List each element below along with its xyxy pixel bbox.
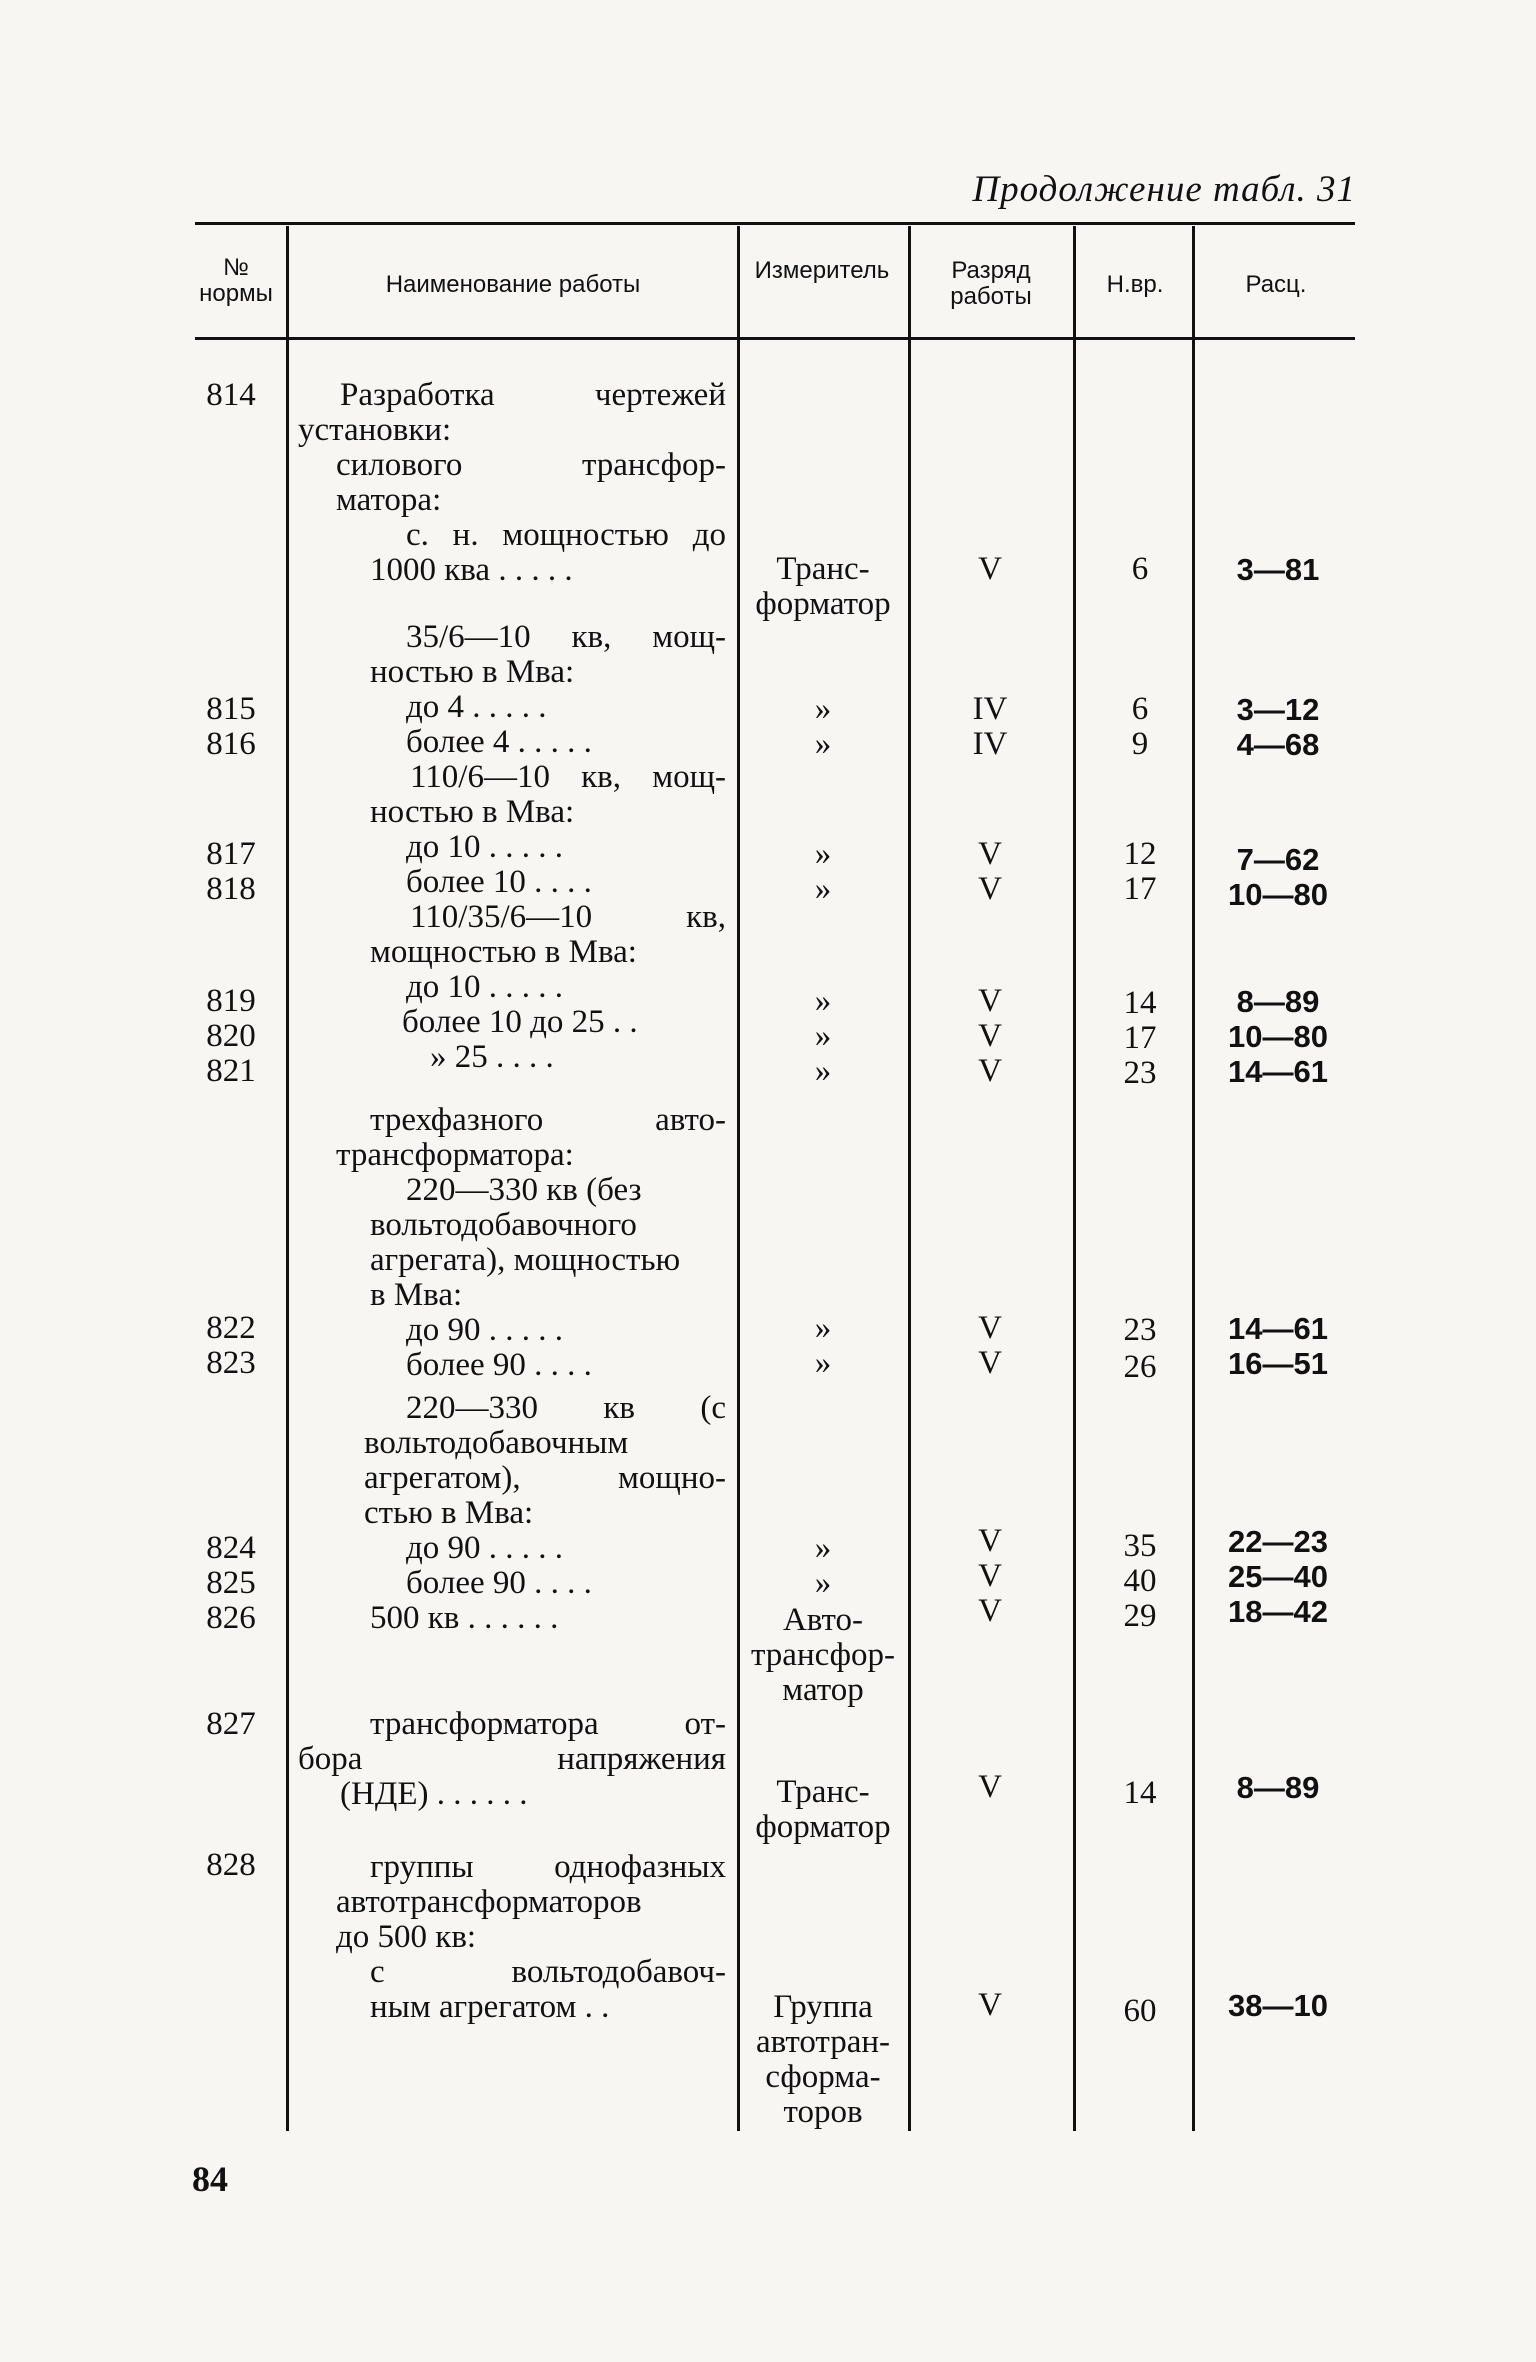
row-measure: » xyxy=(814,1530,832,1566)
row-number: 817 xyxy=(206,836,256,872)
work-line: трехфазного авто- xyxy=(370,1102,726,1138)
row-number: 822 xyxy=(206,1310,256,1346)
row-hours: 60 xyxy=(1123,1993,1157,2029)
work-line: ным агрегатом . . xyxy=(370,1989,610,2025)
row-hours: 6 xyxy=(1131,691,1149,727)
work-line: » 25 . . . . xyxy=(430,1039,554,1075)
work-description xyxy=(298,1103,726,1383)
row-hours: 35 xyxy=(1123,1528,1157,1564)
row-number: 823 xyxy=(206,1345,256,1381)
header-name: Наименование работы xyxy=(385,271,641,298)
work-line: 110/6—10 кв, мощ- xyxy=(410,759,726,795)
work-line: с. н. мощностью до xyxy=(406,517,726,553)
row-number: 828 xyxy=(206,1847,256,1883)
row-category: V xyxy=(978,1593,1002,1629)
work-line: более 10 . . . . xyxy=(406,864,592,900)
row-measure: » xyxy=(814,1345,832,1381)
row-rate: 3—81 xyxy=(1236,552,1320,587)
row-rate: 18—42 xyxy=(1228,1594,1328,1629)
row-hours: 14 xyxy=(1123,985,1157,1021)
work-line: агрегата), мощностью xyxy=(370,1242,681,1278)
row-category: V xyxy=(978,551,1002,587)
row-hours: 23 xyxy=(1123,1312,1157,1348)
row-category: V xyxy=(978,836,1002,872)
work-line: агрегатом), мощно- xyxy=(364,1460,726,1496)
work-line: до 90 . . . . . xyxy=(406,1530,564,1566)
work-line: до 4 . . . . . xyxy=(406,689,547,725)
row-category: V xyxy=(978,1053,1002,1089)
work-line: более 90 . . . . xyxy=(406,1347,592,1383)
work-description xyxy=(298,620,726,1075)
work-line: 220—330 кв (с xyxy=(406,1390,726,1426)
header-hours: Н.вр. xyxy=(1106,271,1164,298)
work-line: вольтодобавочным xyxy=(364,1425,629,1461)
header-num: № нормы xyxy=(199,254,273,307)
row-category: V xyxy=(978,1345,1002,1381)
row-hours: 17 xyxy=(1123,871,1157,907)
header-rate: Расц. xyxy=(1245,271,1307,298)
row-category: V xyxy=(978,1987,1002,2023)
row-rate: 8—89 xyxy=(1236,1770,1320,1805)
work-line: трансформатора: xyxy=(336,1137,574,1173)
work-line: до 500 кв: xyxy=(336,1919,477,1955)
work-line: 220—330 кв (без xyxy=(406,1172,642,1208)
work-line: матора: xyxy=(336,482,442,518)
work-description xyxy=(298,1391,726,1636)
work-line: более 10 до 25 . . xyxy=(402,1004,638,1040)
work-line: трансформатора от- xyxy=(370,1706,726,1742)
row-number: 815 xyxy=(206,691,256,727)
row-rate: 16—51 xyxy=(1228,1346,1328,1381)
row-rate: 22—23 xyxy=(1228,1524,1328,1559)
work-line: автотрансформаторов xyxy=(336,1884,642,1920)
row-measure: Транс-форматор xyxy=(755,1774,891,1845)
column-divider xyxy=(737,226,740,2131)
work-line: более 90 . . . . xyxy=(406,1565,592,1601)
row-category: V xyxy=(978,1558,1002,1594)
work-line: до 10 . . . . . xyxy=(406,829,564,865)
row-measure: » xyxy=(814,983,832,1019)
work-line: (НДЕ) . . . . . . xyxy=(340,1776,528,1812)
row-hours: 6 xyxy=(1131,551,1149,587)
column-divider xyxy=(1073,226,1076,2131)
row-rate: 10—80 xyxy=(1228,877,1328,912)
row-measure: Авто-трансфор-матор xyxy=(750,1602,896,1708)
column-divider xyxy=(1192,226,1195,2131)
work-line: установки: xyxy=(298,412,452,448)
column-divider xyxy=(286,226,289,2131)
row-number: 826 xyxy=(206,1600,256,1636)
row-number: 819 xyxy=(206,983,256,1019)
row-category: V xyxy=(978,871,1002,907)
row-number: 825 xyxy=(206,1565,256,1601)
work-description xyxy=(298,1850,726,2025)
row-number: 816 xyxy=(206,726,256,762)
work-line: силового трансфор- xyxy=(336,447,726,483)
row-number: 827 xyxy=(206,1706,256,1742)
row-hours: 14 xyxy=(1123,1775,1157,1811)
row-rate: 25—40 xyxy=(1228,1559,1328,1594)
row-rate: 14—61 xyxy=(1228,1054,1328,1089)
column-divider xyxy=(908,226,911,2131)
row-category: IV xyxy=(972,691,1008,727)
work-line: ностью в Мва: xyxy=(370,654,575,690)
row-hours: 40 xyxy=(1123,1563,1157,1599)
work-line: группы однофазных xyxy=(370,1849,726,1885)
row-measure: » xyxy=(814,691,832,727)
row-rate: 8—89 xyxy=(1236,984,1320,1019)
row-rate: 7—62 xyxy=(1236,842,1320,877)
row-category: V xyxy=(978,1018,1002,1054)
row-measure: Группа автотран-сформа-торов xyxy=(755,1989,891,2130)
row-rate: 14—61 xyxy=(1228,1311,1328,1346)
table-caption: Продолжение табл. 31 xyxy=(972,169,1356,210)
work-line: Разработка чертежей xyxy=(340,377,726,413)
row-number: 821 xyxy=(206,1053,256,1089)
row-rate: 4—68 xyxy=(1236,727,1320,762)
row-category: V xyxy=(978,1523,1002,1559)
work-line: мощностью в Мва: xyxy=(370,934,637,970)
row-hours: 12 xyxy=(1123,836,1157,872)
work-description xyxy=(298,1707,726,1812)
work-line: 35/6—10 кв, мощ- xyxy=(406,619,726,655)
row-number: 818 xyxy=(206,871,256,907)
row-measure: » xyxy=(814,726,832,762)
work-line: в Мва: xyxy=(370,1277,463,1313)
row-measure: » xyxy=(814,1310,832,1346)
header-top-rule xyxy=(195,222,1355,225)
row-hours: 29 xyxy=(1123,1598,1157,1634)
work-line: вольтодобавочного xyxy=(370,1207,637,1243)
row-measure: » xyxy=(814,1565,832,1601)
row-number: 824 xyxy=(206,1530,256,1566)
work-line: стью в Мва: xyxy=(364,1495,534,1531)
row-hours: 26 xyxy=(1123,1349,1157,1385)
row-hours: 17 xyxy=(1123,1020,1157,1056)
row-number: 814 xyxy=(206,377,256,413)
work-line: до 90 . . . . . xyxy=(406,1312,564,1348)
row-measure: » xyxy=(814,1018,832,1054)
work-description xyxy=(298,378,726,588)
page-number: 84 xyxy=(192,2159,228,2199)
row-rate: 10—80 xyxy=(1228,1019,1328,1054)
row-rate: 3—12 xyxy=(1236,692,1320,727)
work-line: 110/35/6—10 кв, xyxy=(410,899,726,935)
row-number: 820 xyxy=(206,1018,256,1054)
row-category: IV xyxy=(972,726,1008,762)
row-rate: 38—10 xyxy=(1228,1988,1328,2023)
row-measure: » xyxy=(814,836,832,872)
work-line: ностью в Мва: xyxy=(370,794,575,830)
row-category: V xyxy=(978,1310,1002,1346)
work-line: 1000 ква . . . . . xyxy=(370,552,573,588)
row-hours: 9 xyxy=(1131,726,1149,762)
row-measure: » xyxy=(814,1053,832,1089)
work-line: бора напряжения xyxy=(298,1741,726,1777)
work-line: более 4 . . . . . xyxy=(406,724,592,760)
row-category: V xyxy=(978,983,1002,1019)
work-line: с вольтодобавоч- xyxy=(370,1954,726,1990)
header-category: Разряд работы xyxy=(950,257,1032,310)
header-measure: Измеритель xyxy=(754,257,890,284)
row-measure: » xyxy=(814,871,832,907)
work-line: 500 кв . . . . . . xyxy=(370,1600,559,1636)
work-line: до 10 . . . . . xyxy=(406,969,564,1005)
row-measure: Транс-форматор xyxy=(755,551,891,622)
row-hours: 23 xyxy=(1123,1055,1157,1091)
row-category: V xyxy=(978,1769,1002,1805)
header-bottom-rule xyxy=(195,337,1355,340)
